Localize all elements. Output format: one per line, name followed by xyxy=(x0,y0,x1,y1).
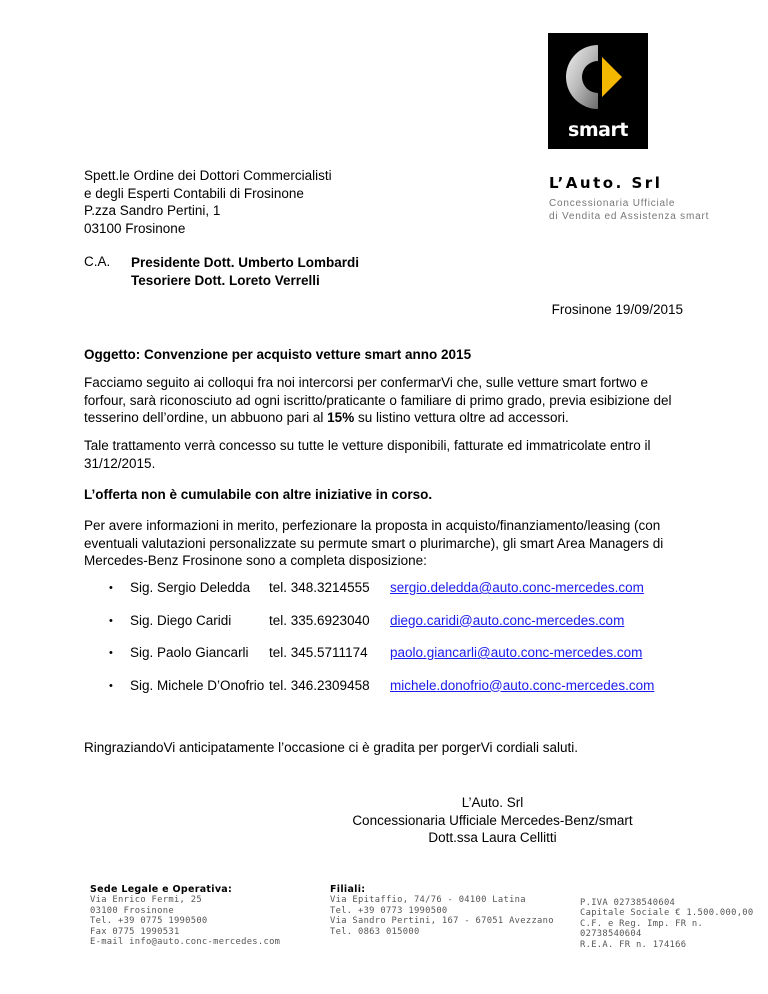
contact-name: Sig. Diego Caridi xyxy=(130,612,232,628)
footer-line: P.IVA 02738540604 xyxy=(580,898,676,908)
contact-phone: tel. 348.3214555 xyxy=(269,580,370,595)
contact-row xyxy=(84,613,704,646)
contact-row xyxy=(84,580,704,613)
footer-line: Tel. +39 0773 1990500 xyxy=(330,905,448,916)
paragraph-text: su listino vettura oltre ad accessori. xyxy=(354,410,569,425)
footer-line: 03100 Frosinone xyxy=(90,905,174,916)
footer-heading: Filiali: xyxy=(330,884,366,895)
contact-name: Sig. Sergio Deledda xyxy=(130,580,251,595)
paragraph-validity: Tale trattamento verrà concesso su tutte le vetture disponibili, fatturate ed immatricolate entro il 31/12/2015. xyxy=(84,438,651,471)
letter-subject: Oggetto: Convenzione per acquisto vetture smart anno 2015 xyxy=(84,347,472,362)
footer-line: Via Enrico Fermi, 25 xyxy=(90,895,202,906)
recipient-line: P.zza Sandro Pertini, 1 xyxy=(84,203,221,218)
footer-line: R.E.A. FR n. 174166 xyxy=(580,939,687,950)
ca-label: C.A. xyxy=(84,254,111,269)
footer-branches xyxy=(330,885,554,937)
ca-recipients xyxy=(131,254,359,289)
footer-line: Capitale Sociale € 1.500.000,00 xyxy=(580,908,754,919)
footer-line: Tel. 0863 015000 xyxy=(330,926,420,937)
paragraph-contacts-intro: Per avere informazioni in merito, perfezionare la proposta in acquisto/finanziamento/leasing (con eventuali valutazioni personalizzate su permute smart o plurimarche), gli smart Area Managers di Mercedes-Benz Frosinone sono a completa disposizione: xyxy=(84,518,664,568)
company-subtitle-line: Concessionaria Ufficiale xyxy=(549,198,676,209)
contact-email-link[interactable]: sergio.deledda@auto.conc-mercedes.com xyxy=(390,580,644,595)
contact-email-link[interactable]: michele.donofrio@auto.conc-mercedes.com xyxy=(390,677,655,693)
smart-wordmark: smart xyxy=(568,119,628,141)
recipient-line: 03100 Frosinone xyxy=(84,220,186,236)
footer-line: Tel. +39 0775 1990500 xyxy=(90,916,208,927)
signature-line: L’Auto. Srl xyxy=(461,795,524,810)
closing-greeting: RingraziandoVi anticipatamente l’occasione ci è gradita per porgerVi cordiali saluti. xyxy=(84,740,579,755)
contact-phone: tel. 335.6923040 xyxy=(269,612,370,628)
contact-email-link[interactable]: diego.caridi@auto.conc-mercedes.com xyxy=(390,612,625,628)
contact-phone: tel. 346.2309458 xyxy=(269,677,370,693)
contact-name: Sig. Paolo Giancarli xyxy=(130,645,249,660)
footer-line: C.F. e Reg. Imp. FR n. 02738540604 xyxy=(580,918,704,940)
signature-line: Dott.ssa Laura Cellitti xyxy=(428,830,557,845)
contact-email-link[interactable]: paolo.giancarli@auto.conc-mercedes.com xyxy=(390,645,643,660)
contact-phone: tel. 345.5711174 xyxy=(269,645,368,660)
paragraph-text: Facciamo seguito ai colloqui fra noi intercorsi per confermarVi che, sulle vetture smart fortwo e forfour, sarà riconosciuto ad ogni iscritto/praticante o familiare di primo grado, previa esibizione del tesserino dell’ordine, un abbuono pari al xyxy=(84,375,672,425)
recipient-line: e degli Esperti Contabili di Frosinone xyxy=(84,185,304,201)
footer-line: Via Epitaffio, 74/76 - 04100 Latina xyxy=(330,895,526,906)
bullet: • xyxy=(109,679,113,692)
contact-row xyxy=(84,645,704,678)
company-subtitle-line: di Vendita ed Assistenza smart xyxy=(549,211,710,222)
bullet: • xyxy=(109,614,113,627)
recipient-address xyxy=(84,167,332,237)
paragraph-discount xyxy=(84,374,684,427)
company-subtitle xyxy=(549,197,709,223)
paragraph-not-cumulative: L’offerta non è cumulabile con altre iniziative in corso. xyxy=(84,487,433,502)
bullet: • xyxy=(109,582,113,594)
company-name: L’Auto. Srl xyxy=(549,174,663,192)
footer-line: Fax 0775 1990531 xyxy=(90,926,180,937)
ca-treasurer: Tesoriere Dott. Loreto Verrelli xyxy=(131,272,320,288)
footer-legal xyxy=(580,898,768,950)
footer-line: Via Sandro Pertini, 167 - 67051 Avezzano xyxy=(330,916,554,927)
bullet: • xyxy=(109,647,113,659)
footer-heading: Sede Legale e Operativa: xyxy=(90,884,233,895)
signature-block xyxy=(300,794,685,847)
footer-line: E-mail info@auto.conc-mercedes.com xyxy=(90,937,281,948)
contact-name: Sig. Michele D’Onofrio xyxy=(130,677,265,693)
ca-president: Presidente Dott. Umberto Lombardi xyxy=(131,255,360,270)
contacts-list xyxy=(84,580,704,710)
contact-row xyxy=(84,678,704,711)
footer-headquarters xyxy=(90,885,280,947)
smart-logo xyxy=(548,33,648,149)
letter-date: Frosinone 19/09/2015 xyxy=(551,302,683,317)
recipient-line: Spett.le Ordine dei Dottori Commercialisti xyxy=(84,168,332,183)
signature-line: Concessionaria Ufficiale Mercedes-Benz/smart xyxy=(352,812,633,828)
discount-percent: 15% xyxy=(327,410,355,425)
